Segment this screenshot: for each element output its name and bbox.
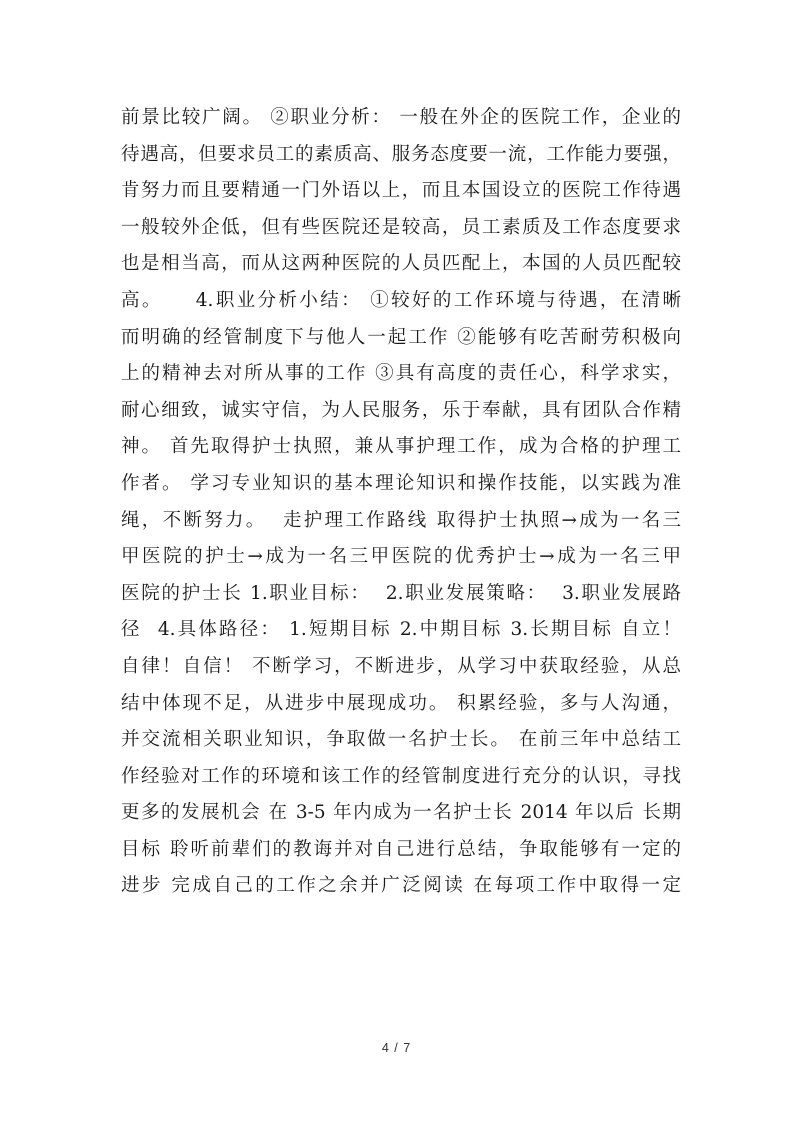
text-line: 进步 完成自己的工作之余并广泛阅读 在每项工作中取得一定: [121, 875, 681, 897]
text-line: 并交流相关职业知识，争取做一名护士长。 在前三年中总结工: [121, 729, 681, 751]
text-line: 神。 首先取得护士执照，兼从事护理工作，成为合格的护理工: [121, 436, 681, 458]
text-line: 高。 4.职业分析小结： ①较好的工作环境与待遇，在清晰: [121, 289, 681, 311]
page-number: 4 / 7: [381, 1041, 412, 1055]
text-line: 目标 聆听前辈们的教诲并对自己进行总结，争取能够有一定的: [121, 838, 681, 860]
text-line: 也是相当高，而从这两种医院的人员匹配上，本国的人员匹配较: [121, 253, 681, 275]
text-line: 绳，不断努力。 走护理工作路线 取得护士执照→成为一名三: [121, 509, 681, 531]
text-line: 作经验对工作的环境和该工作的经管制度进行充分的认识，寻找: [121, 765, 681, 787]
text-line: 更多的发展机会 在 3-5 年内成为一名护士长 2014 年以后 长期: [121, 802, 681, 824]
text-line: 上的精神去对所从事的工作 ③具有高度的责任心，科学求实，: [121, 363, 681, 385]
text-line: 而明确的经管制度下与他人一起工作 ②能够有吃苦耐劳积极向: [121, 326, 681, 348]
text-line: 甲医院的护士→成为一名三甲医院的优秀护士→成为一名三甲: [121, 546, 681, 568]
text-line: 医院的护士长 1.职业目标： 2.职业发展策略： 3.职业发展路: [121, 582, 681, 604]
text-line: 结中体现不足，从进步中展现成功。 积累经验，多与人沟通，: [121, 692, 681, 714]
text-line: 前景比较广阔。 ②职业分析： 一般在外企的医院工作，企业的: [121, 107, 681, 128]
text-line: 待遇高，但要求员工的素质高、服务态度要一流，工作能力要强，: [121, 143, 681, 165]
text-line: 一般较外企低，但有些医院还是较高，员工素质及工作态度要求: [121, 216, 681, 238]
text-line: 耐心细致，诚实守信，为人民服务，乐于奉献，具有团队合作精: [121, 399, 681, 421]
text-line: 肯努力而且要精通一门外语以上，而且本国设立的医院工作待遇: [121, 180, 681, 202]
body-text: [121, 100, 681, 905]
text-line: 自律！自信！ 不断学习，不断进步，从学习中获取经验，从总: [121, 655, 681, 677]
text-line: 作者。 学习专业知识的基本理论知识和操作技能，以实践为准: [121, 472, 681, 494]
text-line: 径 4.具体路径： 1.短期目标 2.中期目标 3.长期目标 自立！: [121, 619, 681, 641]
